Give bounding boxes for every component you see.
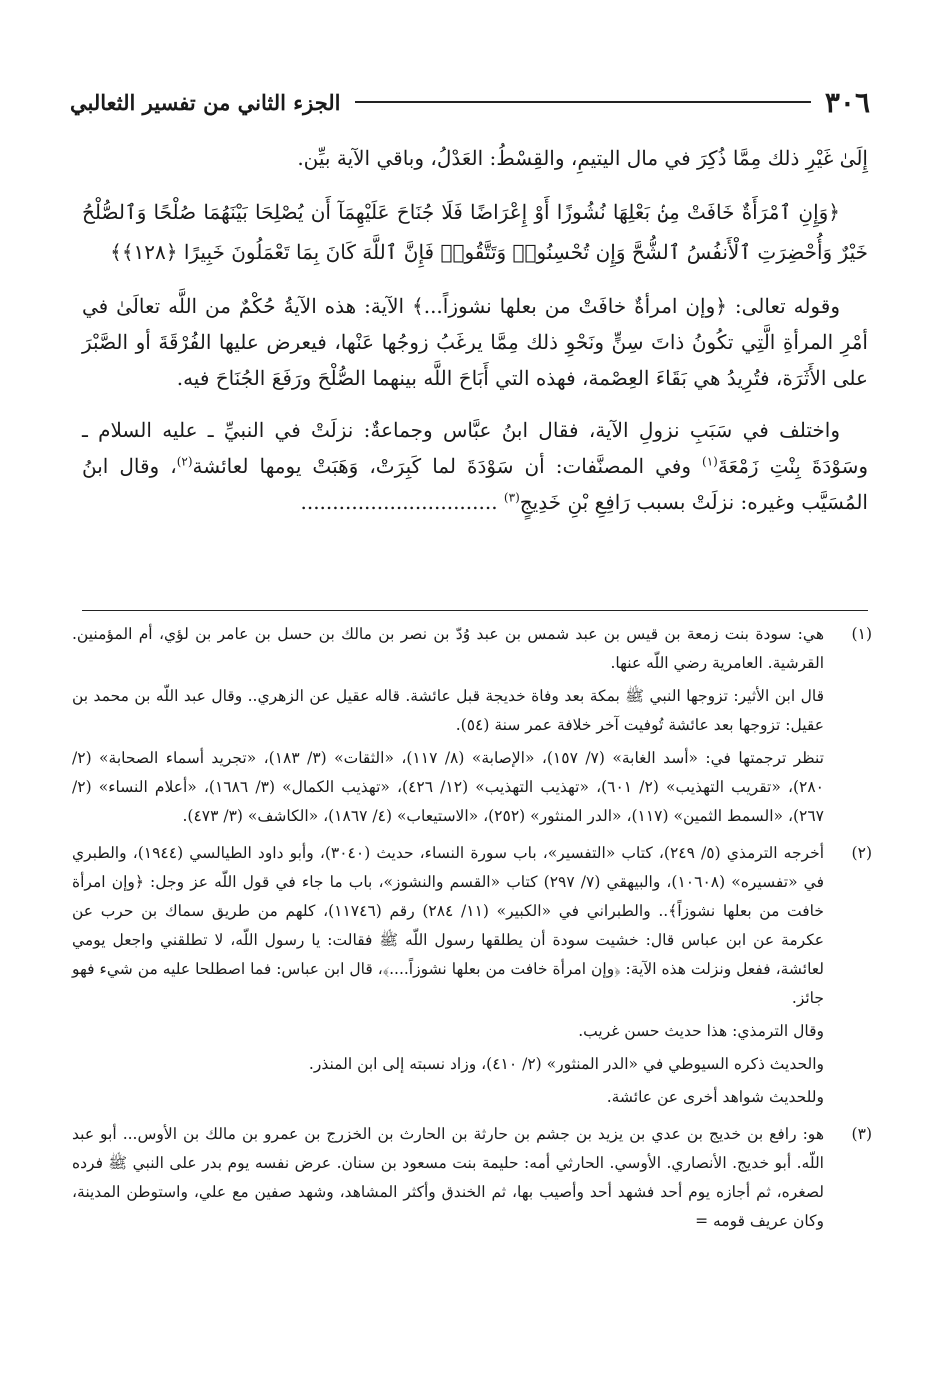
footnote-body [72, 620, 824, 835]
footnote-body [72, 1120, 824, 1240]
footnote-ref-1[interactable]: (١) [702, 454, 718, 469]
footnote-body [72, 839, 824, 1116]
footnote-paragraph: هو: رافع بن خديج بن عدي بن يزيد بن جشم بن حارثة بن الحارث بن الخزرج بن عمرو بن مالك بن الأوس... أبو عبد اللّه. أبو خديج. الأنصاري. الأوسي. الحارثي أمه: حليمة بنت مسعود بن سنان. عرض نفسه يوم بدر على النبي ﷺ فرده لصغره، ثم أجازه يوم أحد فشهد أحد وأصيب بها، ثم الخندق وأكثر المشاهد، وشهد صفين مع علي، واستوطن المدينة، وكان عريف قومه = [72, 1125, 824, 1230]
quran-verse: ﴿وَإِنِ ٱمْرَأَةٌ خَافَتْ مِنۢ بَعْلِهَا نُشُوزًا أَوْ إِعْرَاضًا فَلَا جُنَاحَ عَلَيْهِمَآ أَن يُصْلِحَا بَيْنَهُمَا صُلْحًا وَٱلصُّلْحُ خَيْرٌ وَأُحْضِرَتِ ٱلْأَنفُسُ ٱلشُّحَّ وَإِن تُحْسِنُوا۟ وَتَتَّقُوا۟ فَإِنَّ ٱللَّهَ كَانَ بِمَا تَعْمَلُونَ خَبِيرًا ﴿١٢٨﴾﴾ [82, 200, 868, 264]
footnotes [72, 620, 872, 1244]
footnote [72, 620, 872, 835]
paragraph-3-part-c: ، وقال ابنُ المُسَيَّب وغيره: نزلَتْ بسبب رَافِعِ بْنِ خَدِيجٍ [82, 454, 868, 514]
paragraph-3-part-a: واختلف في سَبَبِ نزولِ الآية، فقال ابنُ عبَّاس وجماعةٌ: نزلَتْ في النبيِّ ـ عليه السلام ـ وسَوْدَةَ بِنْتِ زَمْعَةَ [82, 418, 868, 478]
footnote [72, 839, 872, 1116]
footnote-number: (١) [851, 625, 872, 643]
footnote-separator [82, 610, 868, 611]
footnote-ref-3[interactable]: (٣) [503, 490, 520, 505]
footnote-paragraph: أخرجه الترمذي (٥/ ٢٤٩)، كتاب «التفسير»، باب سورة النساء، حديث (٣٠٤٠)، وأبو داود الطيالسي (١٩٤٤)، والطبري في «تفسيره» (١٠٦٠٨)، والبيهقي (٧/ ٢٩٧) كتاب «القسم والنشوز»، باب ما جاء في قول اللّه عز وجل: ﴿وإن امرأة خافت من بعلها نشوزاً﴾.. والطبراني في «الكبير» (١١/ ٢٨٤) رقم (١١٧٤٦)، كلهم من طريق سماك بن حرب عن عكرمة عن ابن عباس قال: خشيت سودة أن يطلقها رسول اللّه ﷺ فقالت: يا رسول اللّه، لا تطلقني واجعل يومي لعائشة، ففعل ونزلت هذه الآية: ﴿وإن امرأة خافت من بعلها نشوزاً....﴾، قال ابن عباس: فما اصطلحا عليه من شيء فهو جائز. [72, 844, 825, 1007]
footnote-number: (٢) [851, 844, 872, 862]
paragraph-3 [82, 412, 868, 520]
page-header [70, 82, 870, 122]
footnote-paragraph: وللحديث شواهد أخرى عن عائشة. [606, 1088, 824, 1106]
paragraph-1: إِلَىٰ غَيْرِ ذلك مِمَّا ذُكِرَ في مال اليتيمِ، والقِسْطُ: العَدْلُ، وباقي الآية بيِّن. [297, 146, 868, 170]
footnote [72, 1120, 872, 1240]
continuation-dots: ............................... [300, 490, 504, 514]
paragraph-3-part-b: وفي المصنَّفات: أن سَوْدَةَ لما كَبِرَتْ، وَهَبَتْ يومها لعائشة [192, 454, 703, 478]
page-number: ٣٠٦ [824, 85, 870, 119]
running-title: الجزء الثاني من تفسير الثعالبي [70, 89, 341, 115]
footnote-paragraph: قال ابن الأثير: تزوجها النبي ﷺ بمكة بعد وفاة خديجة قبل عائشة. قاله عقيل عن الزهري.. وقال عبد اللّه بن محمد بن عقيل: تزوجها بعد عائشة تُوفيت آخر خلافة عمر سنة (٥٤). [72, 687, 824, 734]
footnote-number: (٣) [851, 1125, 872, 1143]
paragraph-2: وقوله تعالى: ﴿وإن امرأةٌ خافَتْ من بعلها نشوزاً...﴾ الآية: هذه الآيةُ حُكْمٌ من اللَّه تعالَىٰ في أمْرِ المرأةِ الَّتِي تكُونُ ذاتَ سِنٍّ ونَحْوِ ذلك مِمَّا يرغَبُ زوجُها عَنْها، فيعرض عليها الفُرْقَةَ أو الصَّبْرَ على الأَثَرَة، فتُرِيدُ هي بَقَاءَ العِصْمة، فهذه التي أَبَاحَ اللَّه بينهما الصُّلْحَ ورَفَعَ الجُنَاحَ فيه. [82, 294, 868, 390]
footnote-paragraph: تنظر ترجمتها في: «أسد الغابة» (٧/ ١٥٧)، «الإصابة» (٨/ ١١٧)، «الثقات» (٣/ ١٨٣)، «تجريد أسماء الصحابة» (٢/ ٢٨٠)، «تقريب التهذيب» (٢/ ٦٠١)، «تهذيب التهذيب» (١٢/ ٤٢٦)، «تهذيب الكمال» (٣/ ١٦٨٦)، «أعلام النساء» (٢/ ٢٦٧)، «السمط الثمين» (١١٧)، «الدر المنثور» (٢٥٢)، «الاستيعاب» (٤/ ١٨٦٧)، «الكاشف» (٣/ ٤٧٣). [72, 749, 825, 825]
header-rule [355, 101, 811, 103]
footnote-paragraph: والحديث ذكره السيوطي في «الدر المنثور» (٢/ ٤١٠)، وزاد نسبته إلى ابن المنذر. [308, 1055, 824, 1073]
main-text [82, 140, 868, 536]
footnote-ref-2[interactable]: (٢) [176, 454, 193, 469]
footnote-paragraph: وقال الترمذي: هذا حديث حسن غريب. [578, 1022, 824, 1040]
footnote-paragraph: هي: سودة بنت زمعة بن قيس بن عبد شمس بن عبد وُدّ بن نصر بن مالك بن حسل بن عامر بن لؤي، أم المؤمنين. القرشية. العامرية رضي اللّه عنها. [72, 625, 824, 672]
